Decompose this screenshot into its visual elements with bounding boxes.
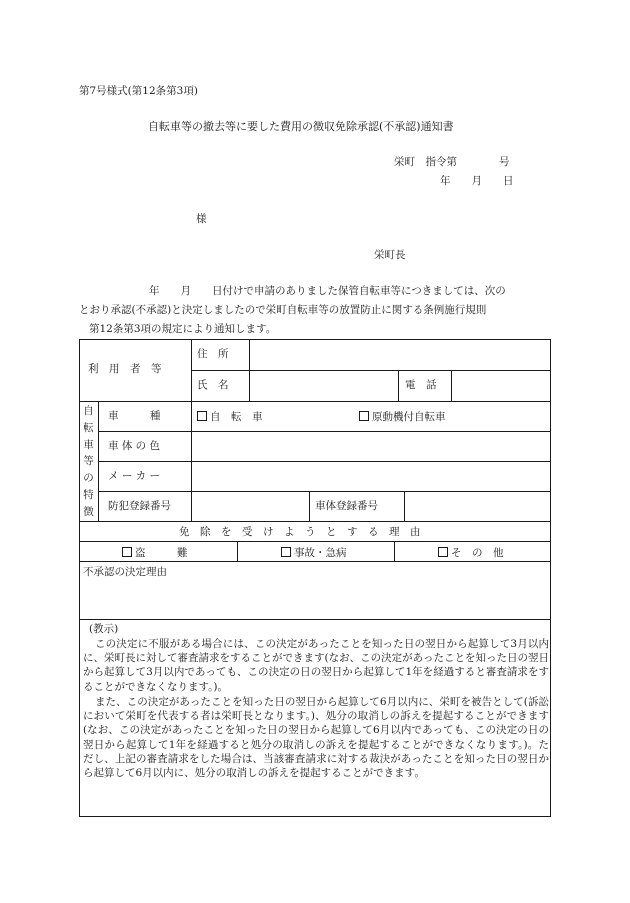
checkbox-icon[interactable] [281,547,291,557]
sender: 栄町長 [374,249,406,261]
reason-header: 免 除 を 受 け よ う と す る 理 由 [179,526,421,538]
notice-heading: (教示) [89,623,119,635]
checkbox-icon[interactable] [197,411,207,421]
form-number: 第7号様式(第12条第3項) [79,85,198,97]
reason-option-theft[interactable]: 盗 難 [122,547,188,559]
reason-option-accident[interactable]: 事故・急病 [281,547,347,559]
maker-field[interactable] [197,471,545,485]
name-field[interactable] [255,380,393,394]
maker-label: メ ー カ ー [108,470,161,482]
issuer-number: 栄町 指令第 号 [394,156,510,168]
address-label: 住 所 [197,348,229,360]
issue-date: 年 月 日 [440,175,514,187]
vehicle-type-option-bicycle[interactable]: 自 転 車 [197,411,263,423]
document-title: 自転車等の撤去等に要した費用の徴収免除承認(不承認)通知書 [148,120,454,133]
intro-line-2: とおり承認(不承認)と決定しましたので栄町自転車等の放置防止に関する条例施行規則 [79,304,487,316]
body-color-field[interactable] [197,441,545,455]
checkbox-icon[interactable] [438,547,448,557]
phone-label: 電 話 [405,379,437,391]
crime-registration-label: 防犯登録番号 [108,500,171,512]
rejection-reason-label: 不承認の決定理由 [83,566,167,578]
name-label: 氏 名 [197,379,229,391]
notice-paragraph-2: また、この決定があったことを知った日の翌日から起算して6月以内に、栄町を被告として(訴訟において栄町を代表する者は栄町長となります。)、処分の取消しの訴えを提起することができます(なお、この決定があったことを知った日の翌日から起算して6月以内であっても、この決定の日の翌日から起算して1年を経過すると処分の取消しの訴えを提起することができなくなります。)。ただし、上記の審査請求をした場合は、当該審査請求に対する裁決があったことを知った日の翌日から起算して6月以内に、処分の取消しの訴えを提起することができます。 [83,696,549,780]
checkbox-icon[interactable] [122,547,132,557]
crime-registration-field[interactable] [197,501,303,515]
reason-option-other[interactable]: そ の 他 [438,547,504,559]
addressee-suffix: 様 [196,213,207,225]
address-field[interactable] [255,349,545,363]
user-label: 利 用 者 等 [88,363,162,375]
intro-line-1: 年 月 日付けで申請のありました保管自転車等につきましては、次の [149,285,506,297]
phone-field[interactable] [456,380,546,394]
body-registration-field[interactable] [410,501,545,515]
intro-line-3: 第12条第3項の規定により通知します。 [89,323,277,335]
notice-paragraph-1: この決定に不服がある場合には、この決定があったことを知った日の翌日から起算して3月以内に、栄町長に対して審査請求をすることができます(なお、この決定があったことを知った日の翌日から起算して3月以内であっても、この決定の日の翌日から起算して1年を経過すると審査請求をすることができなくなります。)。 [83,638,549,693]
checkbox-icon[interactable] [359,411,369,421]
body-registration-label: 車体登録番号 [315,500,378,512]
vehicle-type-label: 車 種 [108,410,161,422]
vehicle-type-option-moped[interactable]: 原動機付自転車 [359,411,446,423]
bike-features-label: 自 転 車 等 の 特 徴 [83,404,94,518]
body-color-label: 車 体 の 色 [108,440,161,452]
rejection-reason-field[interactable] [83,583,543,613]
